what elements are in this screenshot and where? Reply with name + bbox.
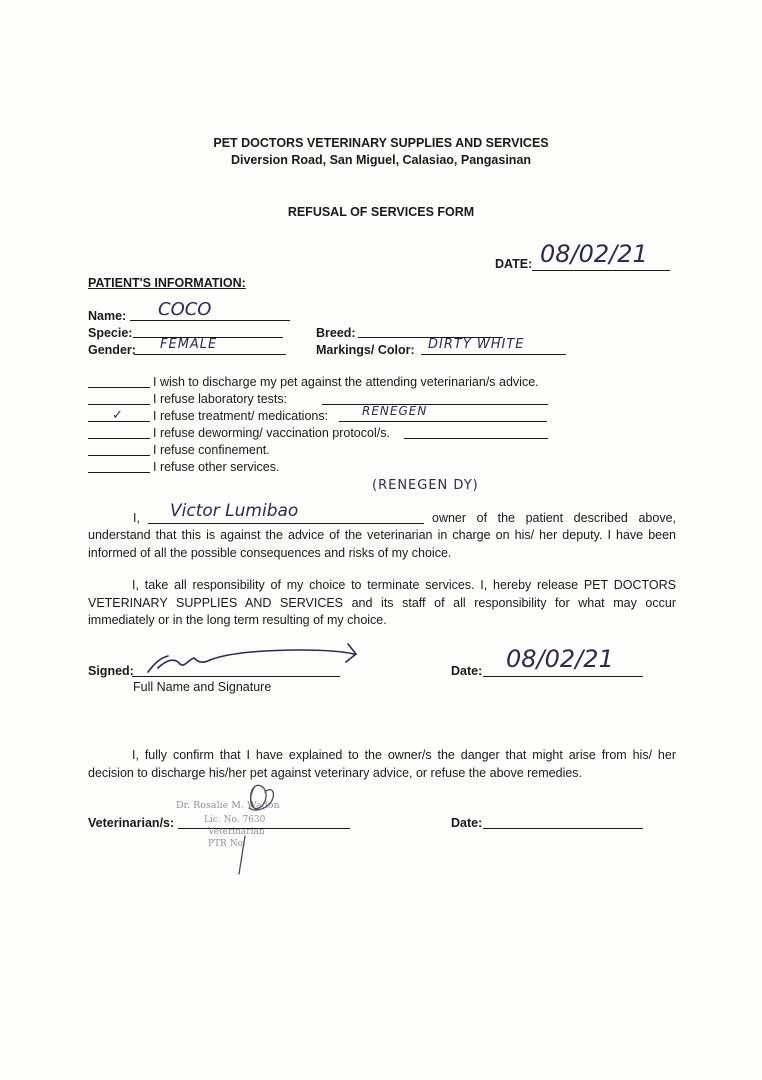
gender-label: Gender: <box>88 343 136 357</box>
refusal-text-0: I wish to discharge my pet against the attending veterinarian/s advice. <box>153 375 539 389</box>
refusal-detail-line-1[interactable] <box>322 404 548 405</box>
specie-label: Specie: <box>88 326 133 340</box>
refusal-blank-1[interactable] <box>88 404 150 405</box>
markings-value[interactable]: DIRTY WHITE <box>428 337 525 352</box>
owner-paragraph-rest: understand that this is against the advice of the veterinarian in charge on his/ her deputy. I have been informed of all the possible consequences and risks of my choice. <box>88 528 676 560</box>
signature-date-value[interactable]: 08/02/21 <box>506 645 614 673</box>
vet-date-line[interactable] <box>483 828 643 829</box>
owner-name-line <box>148 523 424 524</box>
refusal-text-4: I refuse confinement. <box>153 443 270 457</box>
top-date-line <box>532 270 670 271</box>
vet-stamp-line-2: Veterinarian <box>208 827 265 837</box>
company-address: Diversion Road, San Miguel, Calasiao, Pangasinan <box>230 153 532 167</box>
name-value[interactable]: COCO <box>158 299 212 320</box>
refusal-text-1: I refuse laboratory tests: <box>153 392 288 406</box>
owner-prefix: I, <box>133 511 140 525</box>
release-paragraph: I, take all responsibility of my choice to terminate services. I, hereby release PET DOCTORS VETERINARY SUPPLIES AND SERVICES and its staff of all responsibility for what may occur immediately or in the long term resulting of my choice. <box>88 578 676 627</box>
name-line <box>130 320 290 321</box>
refusal-detail-line-2[interactable] <box>339 421 547 422</box>
form-title: REFUSAL OF SERVICES FORM <box>287 205 475 219</box>
signature-date-line <box>483 676 643 677</box>
refusal-detail-2[interactable]: RENEGEN <box>362 404 428 418</box>
refusal-blank-5[interactable] <box>88 472 150 473</box>
vet-stamp-line-3: PTR No. <box>208 839 246 849</box>
company-name: PET DOCTORS VETERINARY SUPPLIES AND SERVICES <box>213 136 549 150</box>
signature-date-label: Date: <box>451 664 483 678</box>
gender-line <box>134 354 286 355</box>
top-date-value[interactable]: 08/02/21 <box>540 240 648 268</box>
top-date-label: DATE: <box>495 257 533 271</box>
refusal-blank-4[interactable] <box>88 455 150 456</box>
refusal-text-5: I refuse other services. <box>153 460 280 474</box>
signature-caption: Full Name and Signature <box>133 680 272 694</box>
name-label: Name: <box>88 309 127 323</box>
signed-label: Signed: <box>88 664 134 678</box>
handwritten-note: (RENEGEN DY) <box>372 478 479 493</box>
owner-signature[interactable] <box>140 640 370 680</box>
refusal-blank-0[interactable] <box>88 387 150 388</box>
refusal-check-2[interactable]: ✓ <box>112 408 123 423</box>
markings-line <box>421 354 566 355</box>
vet-stamp-line-1: Lic. No. 7630 <box>204 815 266 825</box>
refusal-detail-line-3[interactable] <box>404 438 548 439</box>
vet-date-label: Date: <box>451 816 483 830</box>
confirmation-paragraph: I, fully confirm that I have explained to the owner/s the danger that might arise from his/ her decision to discharge his/her pet against veterinary advice, or refuse the above remedies. <box>88 748 676 780</box>
markings-label: Markings/ Color: <box>316 343 415 357</box>
owner-suffix: owner of the patient described above, <box>432 511 676 525</box>
gender-value[interactable]: FEMALE <box>160 337 218 352</box>
refusal-blank-3[interactable] <box>88 438 150 439</box>
vet-signature <box>225 778 295 878</box>
owner-name[interactable]: Victor Lumibao <box>170 501 299 521</box>
refusal-text-2: I refuse treatment/ medications: <box>153 409 329 423</box>
refusal-text-3: I refuse deworming/ vaccination protocol/s. <box>153 426 390 440</box>
vet-stamp-line-0: Dr. Rosalie M. Wadon <box>176 800 280 811</box>
patient-section-title: PATIENT'S INFORMATION: <box>88 276 246 290</box>
veterinarian-label: Veterinarian/s: <box>88 816 175 830</box>
breed-label: Breed: <box>316 326 356 340</box>
